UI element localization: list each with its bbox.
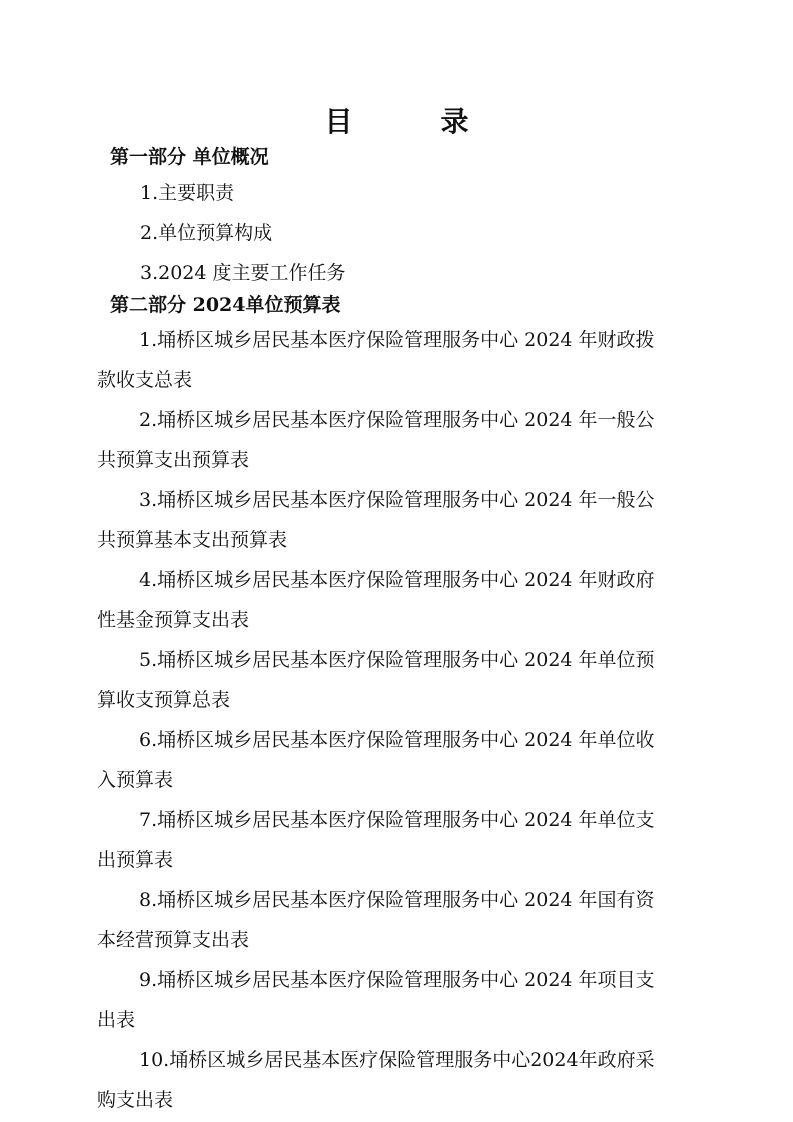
toc-entry-line2: 款收支总表 bbox=[97, 369, 193, 391]
toc-entry-6 bbox=[97, 720, 712, 800]
toc-entry-line1: 8.埇桥区城乡居民基本医疗保险管理服务中心 2024 年国有资 bbox=[139, 889, 655, 911]
part2-heading: 第二部分 2024单位预算表 bbox=[110, 294, 341, 316]
toc-entry-line2: 共预算基本支出预算表 bbox=[97, 529, 288, 551]
part1-heading: 第一部分 单位概况 bbox=[110, 146, 269, 168]
part1-item-1: 1.主要职责 bbox=[140, 182, 235, 204]
toc-entry-10 bbox=[97, 1040, 712, 1120]
part1-item-2: 2.单位预算构成 bbox=[140, 222, 273, 244]
toc-entry-line2: 出预算表 bbox=[97, 849, 174, 871]
toc-entry-line1: 5.埇桥区城乡居民基本医疗保险管理服务中心 2024 年单位预 bbox=[139, 649, 655, 671]
toc-entry-7 bbox=[97, 800, 712, 880]
toc-entry-line2: 本经营预算支出表 bbox=[97, 929, 250, 951]
toc-entry-line2: 出表 bbox=[97, 1009, 136, 1031]
toc-entry-8 bbox=[97, 880, 712, 960]
toc-entry-line1: 4.埇桥区城乡居民基本医疗保险管理服务中心 2024 年财政府 bbox=[139, 569, 655, 591]
toc-entry-1 bbox=[97, 320, 712, 400]
toc-entry-5 bbox=[97, 640, 712, 720]
toc-entry-line1: 7.埇桥区城乡居民基本医疗保险管理服务中心 2024 年单位支 bbox=[139, 809, 655, 831]
toc-entry-4 bbox=[97, 560, 712, 640]
toc-entry-line2: 算收支预算总表 bbox=[97, 689, 231, 711]
toc-entry-line1: 3.埇桥区城乡居民基本医疗保险管理服务中心 2024 年一般公 bbox=[139, 489, 655, 511]
toc-entry-9 bbox=[97, 960, 712, 1040]
toc-entry-line1: 10.埇桥区城乡居民基本医疗保险管理服务中心2024年政府采 bbox=[139, 1049, 655, 1071]
toc-entry-line2: 性基金预算支出表 bbox=[97, 609, 250, 631]
toc-entry-line2: 入预算表 bbox=[97, 769, 174, 791]
toc-entry-line1: 6.埇桥区城乡居民基本医疗保险管理服务中心 2024 年单位收 bbox=[139, 729, 655, 751]
toc-entry-line2: 购支出表 bbox=[97, 1089, 174, 1111]
toc-entry-line2: 共预算支出预算表 bbox=[97, 449, 250, 471]
part1-item-3: 3.2024 度主要工作任务 bbox=[140, 262, 346, 284]
toc-entry-line1: 9.埇桥区城乡居民基本医疗保险管理服务中心 2024 年项目支 bbox=[139, 969, 655, 991]
toc-entry-line1: 2.埇桥区城乡居民基本医疗保险管理服务中心 2024 年一般公 bbox=[139, 409, 655, 431]
toc-entry-3 bbox=[97, 480, 712, 560]
toc-title: 目 录 bbox=[324, 105, 499, 138]
toc-entry-line1: 1.埇桥区城乡居民基本医疗保险管理服务中心 2024 年财政拨 bbox=[139, 329, 655, 351]
toc-entry-2 bbox=[97, 400, 712, 480]
